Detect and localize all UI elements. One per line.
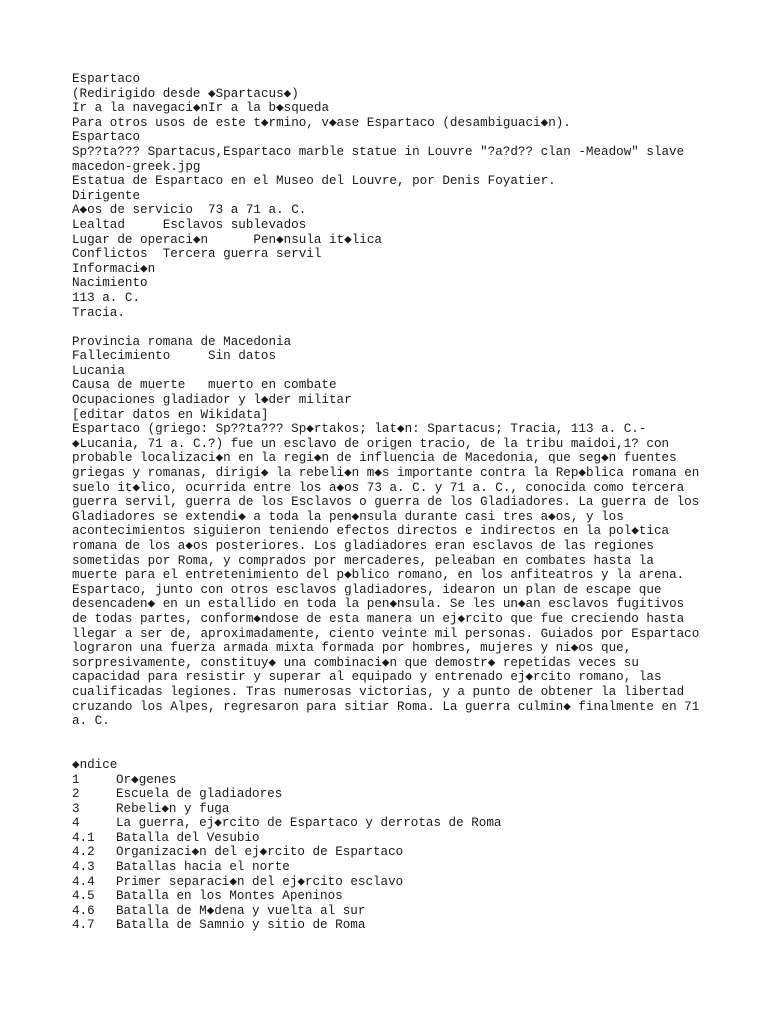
text-line: 113 a. C. [72, 290, 141, 305]
toc-item-number: 4.7 [72, 918, 95, 933]
text-line: (Redirigido desde ◆Spartacus◆) [72, 86, 299, 101]
text-line: sorpresivamente, constituy◆ una combinaci◆n que demostr◆ repetidas veces su [72, 655, 639, 670]
blank-line [72, 743, 762, 758]
text-line: Nacimiento [72, 276, 148, 291]
toc-item-label[interactable]: Batalla de Samnio y sitio de Roma [116, 918, 366, 933]
toc-item-label[interactable]: Or◆genes [116, 772, 177, 787]
text-line: Ir a la navegaci◆nIr a la b◆squeda [72, 101, 330, 116]
toc-item-label[interactable]: Batalla de M◆dena y vuelta al sur [116, 903, 366, 918]
toc-item-label[interactable]: La guerra, ej◆rcito de Espartaco y derrotas de Roma [116, 816, 502, 831]
toc-item-number: 2 [72, 787, 80, 802]
text-line: Espartaco [72, 130, 141, 145]
text-line: de todas partes, conform◆ndose de esta manera un ej◆rcito que fue creciendo hasta [72, 611, 685, 626]
header-block [72, 72, 762, 320]
toc-item-number: 3 [72, 801, 80, 816]
text-line: Fallecimiento Sin datos [72, 349, 277, 364]
text-line: desencaden◆ en un estallido en toda la pen◆nsula. Se les un◆an esclavos fugitivos [72, 597, 685, 612]
toc-item-number: 4 [72, 816, 80, 831]
document [72, 72, 762, 933]
text-line: Causa de muerte muerto en combate [72, 378, 337, 393]
toc-item[interactable] [72, 875, 762, 890]
toc-item[interactable] [72, 845, 762, 860]
toc-item-label[interactable]: Rebeli◆n y fuga [116, 801, 230, 816]
text-line: Para otros usos de este t◆rmino, v◆ase Espartaco (desambiguaci◆n). [72, 115, 571, 130]
toc-item-number: 4.4 [72, 874, 95, 889]
toc-item-number: 4.5 [72, 889, 95, 904]
text-line: Ocupaciones gladiador y l◆der militar [72, 393, 352, 408]
blank-line [72, 729, 762, 744]
toc-item-label[interactable]: Escuela de gladiadores [116, 787, 283, 802]
toc-item[interactable] [72, 904, 762, 919]
toc-item[interactable] [72, 816, 762, 831]
text-line: Espartaco [72, 72, 141, 86]
text-line: Sp??ta??? Spartacus,Espartaco marble statue in Louvre "?a?d?? clan -Meadow" slave [72, 144, 685, 159]
text-line: Lealtad Esclavos sublevados [72, 217, 307, 232]
text-line: Gladiadores se extendi◆ a toda la pen◆nsula durante casi tres a◆os, y los [72, 509, 624, 524]
text-line: cruzando los Alpes, regresaron para sitiar Roma. La guerra culmin◆ finalmente en 71 [72, 699, 700, 714]
text-line: Dirigente [72, 188, 141, 203]
text-line: griegas y romanas, dirigi◆ la rebeli◆n m◆s importante contra la Rep◆blica romana en [72, 466, 700, 481]
toc-title: ◆ndice [72, 757, 118, 772]
text-line: Estatua de Espartaco en el Museo del Louvre, por Denis Foyatier. [72, 174, 556, 189]
text-line: Lucania [72, 363, 125, 378]
text-line: acontecimientos siguieron teniendo efectos directos e indirectos en la pol◆tica [72, 524, 670, 539]
blank-line [72, 320, 762, 335]
text-line: A◆os de servicio 73 a 71 a. C. [72, 203, 307, 218]
text-line: muerte para el entretenimiento del p◆blico romano, en los anfiteatros y la arena. [72, 568, 685, 583]
table-of-contents [72, 758, 762, 933]
text-line: Lugar de operaci◆n Pen◆nsula it◆lica [72, 232, 382, 247]
text-line: Informaci◆n [72, 261, 156, 276]
text-line: Espartaco, junto con otros esclavos gladiadores, idearon un plan de escape que [72, 582, 662, 597]
body-paragraph [72, 422, 762, 728]
toc-item-number: 4.1 [72, 830, 95, 845]
toc-item-label[interactable]: Batalla en los Montes Apeninos [116, 889, 343, 904]
text-line: macedon-greek.jpg [72, 159, 201, 174]
toc-item[interactable] [72, 773, 762, 788]
toc-item-number: 4.3 [72, 860, 95, 875]
toc-item-label[interactable]: Batallas hacia el norte [116, 860, 290, 875]
toc-item[interactable] [72, 860, 762, 875]
text-line: Tracia. [72, 305, 125, 320]
text-line: guerra servil, guerra de los Esclavos o guerra de los Gladiadores. La guerra de los [72, 495, 700, 510]
toc-item-label[interactable]: Organizaci◆n del ej◆rcito de Espartaco [116, 845, 404, 860]
text-line: romana de los a◆os posteriores. Los gladiadores eran esclavos de las regiones [72, 539, 654, 553]
toc-item-label[interactable]: Primer separaci◆n del ej◆rcito esclavo [116, 874, 404, 889]
text-line: suelo it◆lico, ocurrida entre los a◆os 73 a. C. y 71 a. C., conocida como tercera [72, 480, 685, 495]
toc-item[interactable] [72, 831, 762, 846]
text-line: cualificadas legiones. Tras numerosas victorias, y a punto de obtener la libertad [72, 684, 685, 699]
toc-item[interactable] [72, 889, 762, 904]
text-line: sometidas por Roma, y comprados por mercaderes, peleaban en combates hasta la [72, 553, 654, 568]
text-line: Provincia romana de Macedonia [72, 334, 292, 349]
text-line: [editar datos en Wikidata] [72, 407, 269, 422]
toc-item[interactable] [72, 787, 762, 802]
toc-item[interactable] [72, 918, 762, 933]
toc-item-number: 4.6 [72, 903, 95, 918]
toc-item-label[interactable]: Batalla del Vesubio [116, 830, 260, 845]
text-line: Espartaco (griego: Sp??ta??? Sp◆rtakos; lat◆n: Spartacus; Tracia, 113 a. C.- [72, 422, 647, 437]
text-line: capacidad para resistir y superar al equipado y entrenado ej◆rcito romano, las [72, 670, 662, 685]
text-line: probable localizaci◆n en la regi◆n de influencia de Macedonia, que seg◆n fuentes [72, 451, 677, 466]
toc-item-number: 4.2 [72, 845, 95, 860]
text-line: llegar a ser de, aproximadamente, ciento veinte mil personas. Guiados por Espartaco [72, 626, 700, 641]
text-line: ◆Lucania, 71 a. C.?) fue un esclavo de origen tracio, de la tribu maidoi,1? con [72, 436, 670, 451]
text-line: a. C. [72, 714, 110, 729]
toc-item[interactable] [72, 802, 762, 817]
text-line: lograron una fuerza armada mixta formada por hombres, mujeres y ni◆os que, [72, 641, 632, 656]
toc-item-number: 1 [72, 772, 80, 787]
text-line: Conflictos Tercera guerra servil [72, 247, 322, 262]
infobox-block [72, 335, 762, 423]
